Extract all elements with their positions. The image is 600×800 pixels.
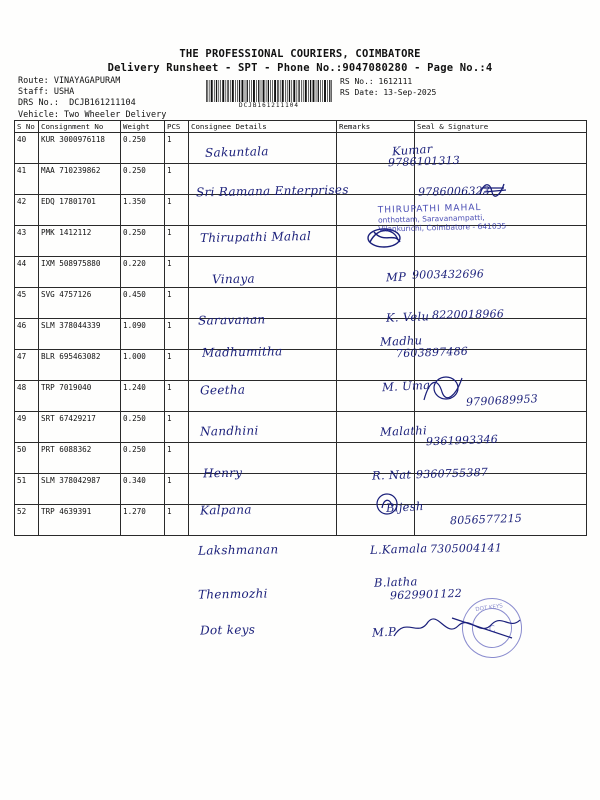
handwritten-signature: Bijesh [385, 499, 424, 515]
cell-seal [415, 381, 587, 412]
handwritten-consignee: Nandhini [199, 423, 259, 439]
cell-consignee [189, 412, 337, 443]
cell-pcs: 1 [165, 412, 189, 443]
handwritten-phone: 8220018966 [431, 307, 505, 322]
cell-consignment: MAA 710239862 [39, 164, 121, 195]
cell-pcs: 1 [165, 350, 189, 381]
handwritten-signature: M. Uma [381, 377, 431, 395]
barcode-bars [205, 80, 333, 102]
cell-consignment: BLR 695463082 [39, 350, 121, 381]
cell-remarks [337, 350, 415, 381]
col-sno: S No [15, 121, 39, 133]
cell-remarks [337, 164, 415, 195]
cell-remarks [337, 133, 415, 164]
cell-pcs: 1 [165, 505, 189, 536]
cell-sno: 45 [15, 288, 39, 319]
barcode [205, 80, 333, 109]
cell-seal [415, 133, 587, 164]
cell-pcs: 1 [165, 474, 189, 505]
cell-consignment: PMK 1412112 [39, 226, 121, 257]
cell-weight: 0.220 [121, 257, 165, 288]
col-pcs: PCS [165, 121, 189, 133]
handwritten-phone: 7305004141 [429, 541, 503, 556]
cell-consignment: TRP 7019040 [39, 381, 121, 412]
cell-consignee [189, 474, 337, 505]
col-consignee: Consignee Details [189, 121, 337, 133]
cell-consignment: KUR 3000976118 [39, 133, 121, 164]
cell-seal [415, 412, 587, 443]
cell-consignment: SVG 4757126 [39, 288, 121, 319]
cell-remarks [337, 412, 415, 443]
handwritten-signature: MP [385, 269, 407, 285]
handwritten-consignee: Henry [202, 465, 243, 481]
cell-consignment: PRT 6088362 [39, 443, 121, 474]
cell-pcs: 1 [165, 288, 189, 319]
document-subtitle: Delivery Runsheet - SPT - Phone No.:9047080280 - Page No.:4 [107, 62, 493, 74]
cell-weight: 0.340 [121, 474, 165, 505]
cell-consignee [189, 381, 337, 412]
handwritten-phone: 8056577215 [449, 511, 523, 528]
cell-consignment: SRT 67429217 [39, 412, 121, 443]
address-stamp-line2: Vilankurichi, Coimbatore - 641035 [378, 221, 507, 234]
handwritten-consignee: Lakshmanan [197, 542, 279, 558]
vehicle-label: Vehicle: Two Wheeler Delivery [18, 109, 167, 120]
cell-sno: 43 [15, 226, 39, 257]
handwritten-signature: R. Nat [371, 467, 412, 483]
cell-consignee [189, 502, 337, 536]
rs-date-label: RS Date: 13-Sep-2025 [340, 88, 437, 98]
cell-weight: 1.240 [121, 381, 165, 412]
cell-remarks [337, 381, 415, 412]
cell-consignment: TRP 4639391 [39, 505, 121, 536]
cell-consignment: SLM 378044339 [39, 319, 121, 350]
handwritten-phone: 9786006323 [417, 184, 491, 199]
cell-sno: 49 [15, 412, 39, 443]
handwritten-signature: Malathi [379, 423, 428, 439]
runsheet-table [14, 120, 587, 536]
staff-label: Staff: USHA [18, 87, 75, 98]
cell-seal [415, 505, 587, 536]
handwritten-signature: Kumar [391, 141, 433, 159]
cell-sno: 51 [15, 474, 39, 505]
handwritten-signature: M.P [371, 624, 397, 640]
handwritten-consignee: Dot keys [199, 622, 256, 638]
cell-weight: 0.250 [121, 226, 165, 257]
table-row [15, 381, 587, 412]
cell-sno: 40 [15, 133, 39, 164]
handwritten-phone: 9003432696 [411, 267, 485, 282]
cell-consignee [189, 257, 337, 288]
table-row [15, 443, 587, 474]
address-stamp-line3: onthottam, Saravanampatti, [377, 212, 485, 225]
cell-remarks [337, 288, 415, 319]
cell-pcs: 1 [165, 164, 189, 195]
cell-seal [415, 350, 587, 381]
cell-pcs: 1 [165, 226, 189, 257]
handwritten-signature: B.latha [373, 574, 418, 590]
cell-seal [415, 288, 587, 322]
cell-seal [415, 319, 587, 350]
cell-seal [415, 474, 587, 505]
table-row [15, 505, 587, 536]
col-seal: Seal & Signature [415, 121, 587, 133]
cell-weight: 1.000 [121, 350, 165, 381]
cell-sno: 52 [15, 505, 39, 536]
cell-pcs: 1 [165, 133, 189, 164]
cell-pcs: 1 [165, 443, 189, 474]
round-stamp-top-text: DOT KEYS [475, 603, 504, 614]
cell-consignee [189, 226, 337, 257]
drs-label: DRS No.: DCJB161211104 [18, 98, 136, 109]
cell-sno: 46 [15, 319, 39, 350]
handwritten-consignee: Thenmozhi [197, 586, 268, 602]
cell-weight: 1.270 [121, 505, 165, 536]
cell-consignment: IXM 508975880 [39, 257, 121, 288]
table-row [15, 412, 587, 443]
col-consignment: Consignment No [39, 121, 121, 133]
handwritten-consignee: Sri Ramana Enterprises [195, 182, 349, 200]
cell-sno: 41 [15, 164, 39, 195]
table-row [15, 350, 587, 381]
table-row [15, 319, 587, 350]
handwritten-consignee: Geetha [199, 382, 246, 398]
rs-meta-block [340, 76, 436, 98]
barcode-text: DCJB161211104 [239, 102, 299, 109]
cell-remarks [337, 319, 415, 350]
handwritten-phone: 9790689953 [465, 392, 539, 409]
handwritten-phone: 9361993346 [425, 432, 499, 449]
cell-consignee [189, 319, 337, 350]
table-row [15, 474, 587, 505]
cell-weight: 0.250 [121, 164, 165, 195]
cell-remarks [337, 505, 415, 536]
handwritten-signature: L.Kamala [369, 541, 428, 557]
table-row [15, 288, 587, 319]
cell-pcs: 1 [165, 319, 189, 350]
cell-sno: 47 [15, 350, 39, 381]
handwritten-signature: K. Velu [385, 309, 430, 325]
col-remarks: Remarks [337, 121, 415, 133]
cell-seal [415, 443, 587, 474]
handwritten-consignee: Saravanan [197, 312, 266, 328]
handwritten-signature: Madhu [379, 333, 423, 349]
cell-sno: 42 [15, 195, 39, 226]
cell-seal [415, 164, 587, 195]
cell-pcs: 1 [165, 381, 189, 412]
handwritten-consignee: Thirupathi Mahal [199, 229, 312, 245]
address-stamp-line1: THIRUPATHI MAHAL [377, 202, 482, 216]
col-weight: Weight [121, 121, 165, 133]
cell-sno: 50 [15, 443, 39, 474]
cell-consignee [189, 350, 337, 381]
cell-consignee [189, 443, 337, 474]
table-header-row [15, 121, 587, 133]
cell-weight: 1.090 [121, 319, 165, 350]
handwritten-phone: 9629901122 [389, 586, 463, 603]
cell-consignee [189, 164, 337, 195]
cell-seal [415, 257, 587, 288]
cell-pcs: 1 [165, 195, 189, 226]
cell-weight: 0.250 [121, 133, 165, 164]
cell-consignee [189, 133, 337, 164]
cell-consignment: EDQ 17801701 [39, 195, 121, 226]
cell-sno: 48 [15, 381, 39, 412]
cell-sno: 44 [15, 257, 39, 288]
handwritten-consignee: Kalpana [199, 502, 252, 518]
table-row [15, 257, 587, 288]
cell-consignee [189, 288, 337, 319]
round-stamp [458, 594, 526, 662]
handwritten-consignee: Sakuntala [204, 144, 269, 160]
cell-remarks [337, 474, 415, 505]
rs-no-label: RS No.: 1612111 [340, 77, 413, 86]
cell-weight: 0.450 [121, 288, 165, 319]
company-title: THE PROFESSIONAL COURIERS, COIMBATORE [179, 48, 421, 60]
handwritten-consignee: Madhumitha [201, 344, 283, 360]
handwritten-consignee: Vinaya [211, 271, 256, 287]
route-label: Route: VINAYAGAPURAM [18, 76, 121, 86]
round-stamp-center-text: C [488, 624, 497, 636]
cell-weight: 0.250 [121, 443, 165, 474]
cell-consignment: SLM 378042987 [39, 474, 121, 505]
cell-remarks [337, 257, 415, 288]
table-row [15, 164, 587, 195]
cell-weight: 0.250 [121, 412, 165, 443]
cell-consignee [189, 195, 337, 226]
handwritten-phone: 9786101313 [387, 153, 461, 170]
table-row [15, 133, 587, 164]
handwritten-phone: 7603897486 [395, 344, 469, 361]
route-meta-block [18, 76, 166, 121]
cell-pcs: 1 [165, 257, 189, 288]
address-stamp [378, 203, 507, 233]
cell-weight: 1.350 [121, 195, 165, 226]
handwritten-phone: 9360755387 [415, 465, 489, 482]
cell-remarks [337, 443, 415, 474]
